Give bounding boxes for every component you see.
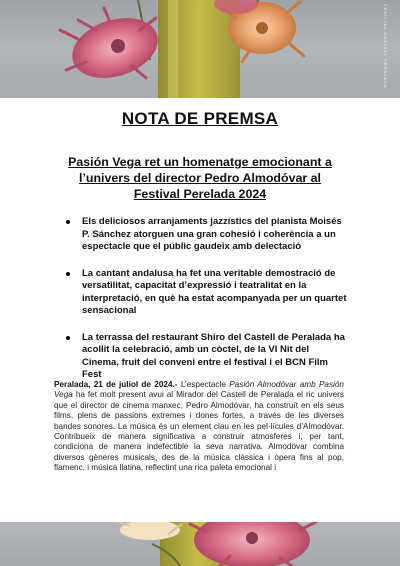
page-heading: NOTA DE PREMSA: [121, 109, 279, 128]
press-release-title: Pasión Vega ret un homenatge emocionant a l’univers del director Pedro Almodóvar al Festival Perelada 2024: [68, 155, 332, 201]
side-watermark: FESTIVAL CASTELL PERALADA: [383, 4, 388, 89]
dateline: Peralada, 21 de juliol de 2024.-: [54, 380, 178, 389]
show-title: Pasión Almodóvar amb Pasión Vega: [54, 380, 344, 400]
pink-flower-left: [60, 8, 165, 88]
highlight-item: La terrassa del restaurant Shiro del Castell de Peralada ha acollit la celebració, amb un còctel, de la VI Nit del Cinema, fruit del conveni entre el festival i el BCN Film Fest: [66, 332, 348, 382]
flower-vase-illustration-footer: [0, 522, 400, 566]
body-paragraph: Peralada, 21 de juliol de 2024.- L’espectacle Pasión Almodóvar amb Pasión Vega ha fet molt present avui al Mirador del Castell de Peralada el ric univers que el director de cinema manxec, Pedro Almodóvar, ha construït en els seus films, plens de passions extremes i dones fortes, a través de les diverses bandes sonores. La música és un element clau en les pel·lícules d’Almodóvar. Contribueix de manera significativa a construir atmosferes i, per tant, condiciona de manera indefectible la seva narrativa. Almodóvar combina diversos gèneres musicals, des de la música clàssica i òpera fins al pop, flamenc, i música llatina, reflectint una rica paleta emocional i: [54, 380, 344, 473]
highlight-item: La cantant andalusa ha fet una veritable demostració de versatilitat, capacitat d’expressió i teatralitat en la interpretació, en què ha estat acompanyada per un quartet sensacional: [66, 268, 348, 318]
highlights-list: [66, 216, 348, 382]
header-banner-image: [0, 0, 400, 98]
highlight-item: Els deliciosos arranjaments jazzístics del pianista Moisés P. Sánchez atorguen una gran cohesió i coherència a un espectacle que el públic gaudeix amb delectació: [66, 216, 348, 254]
footer-banner-image: [0, 522, 400, 566]
flower-vase-illustration: [0, 0, 400, 98]
